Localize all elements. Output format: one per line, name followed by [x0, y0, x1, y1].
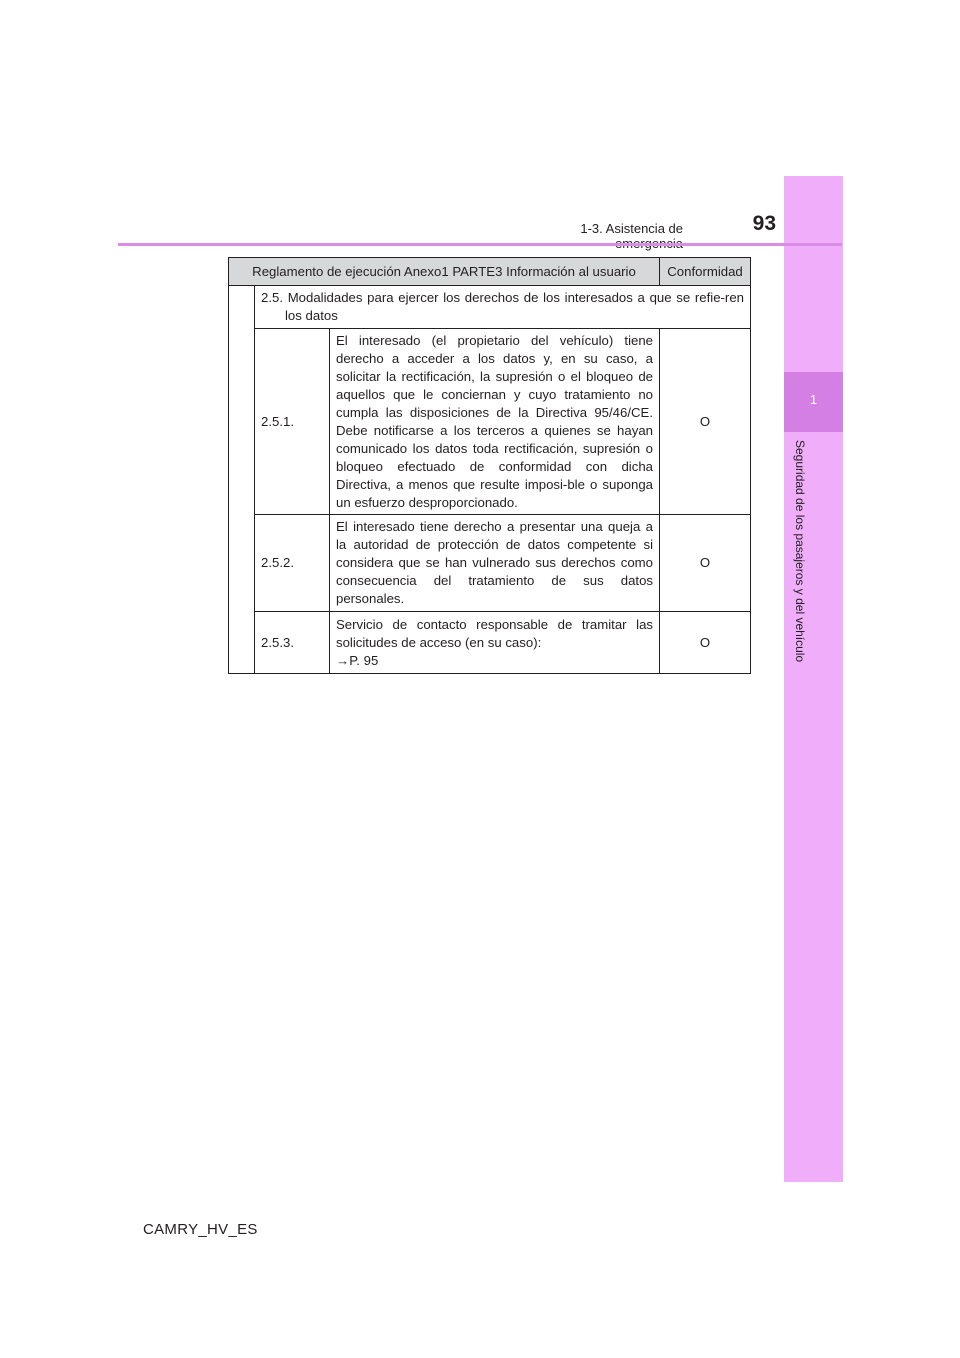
row-text-cell	[330, 612, 660, 674]
column-header-conformity: Conformidad	[660, 258, 751, 286]
document-code: CAMRY_HV_ES	[143, 1221, 258, 1238]
regulation-table	[228, 257, 751, 674]
column-header-regulation: Reglamento de ejecución Anexo1 PARTE3 Información al usuario	[229, 258, 660, 286]
header-rule	[118, 243, 842, 246]
row-code: 2.5.1.	[255, 329, 330, 515]
indent-cell	[229, 286, 255, 674]
table-section-row	[229, 286, 751, 329]
row-code: 2.5.2.	[255, 515, 330, 612]
table-header-row	[229, 258, 751, 286]
chapter-number: 1	[809, 392, 818, 407]
row-conformity: O	[660, 329, 751, 515]
table-row	[229, 515, 751, 612]
row-text: El interesado (el propietario del vehículo) tiene derecho a acceder a los datos y, en su caso, a solicitar la rectificación, la supresión o el bloqueo de aquellos que le conciernan y cuyo tratamiento no cumpla las disposiciones de la Directiva 95/46/CE. Debe notificarse a los terceros a quienes se hayan comunicado los datos toda rectificación, supresión o bloqueo efectuado de conformidad con dicha Directiva, a menos que resulte imposi-ble o suponga un esfuerzo desproporcionado.	[330, 329, 660, 515]
row-text: El interesado tiene derecho a presentar una queja a la autoridad de protección de datos competente si considera que se han vulnerado sus derechos como consecuencia del tratamiento de sus datos personales.	[330, 515, 660, 612]
row-code: 2.5.3.	[255, 612, 330, 674]
section-heading: 2.5. Modalidades para ejercer los derechos de los interesados a que se refie-ren los datos	[255, 286, 751, 329]
row-text: Servicio de contacto responsable de tramitar las solicitudes de acceso (en su caso):	[336, 616, 653, 650]
chapter-title: Seguridad de los pasajeros y del vehículo	[793, 440, 807, 663]
row-conformity: O	[660, 612, 751, 674]
row-conformity: O	[660, 515, 751, 612]
table-row	[229, 612, 751, 674]
table-row	[229, 329, 751, 515]
page-number: 93	[752, 212, 776, 235]
section-title: 1-3. Asistencia de	[580, 221, 683, 236]
page-reference: →P. 95	[336, 652, 379, 668]
